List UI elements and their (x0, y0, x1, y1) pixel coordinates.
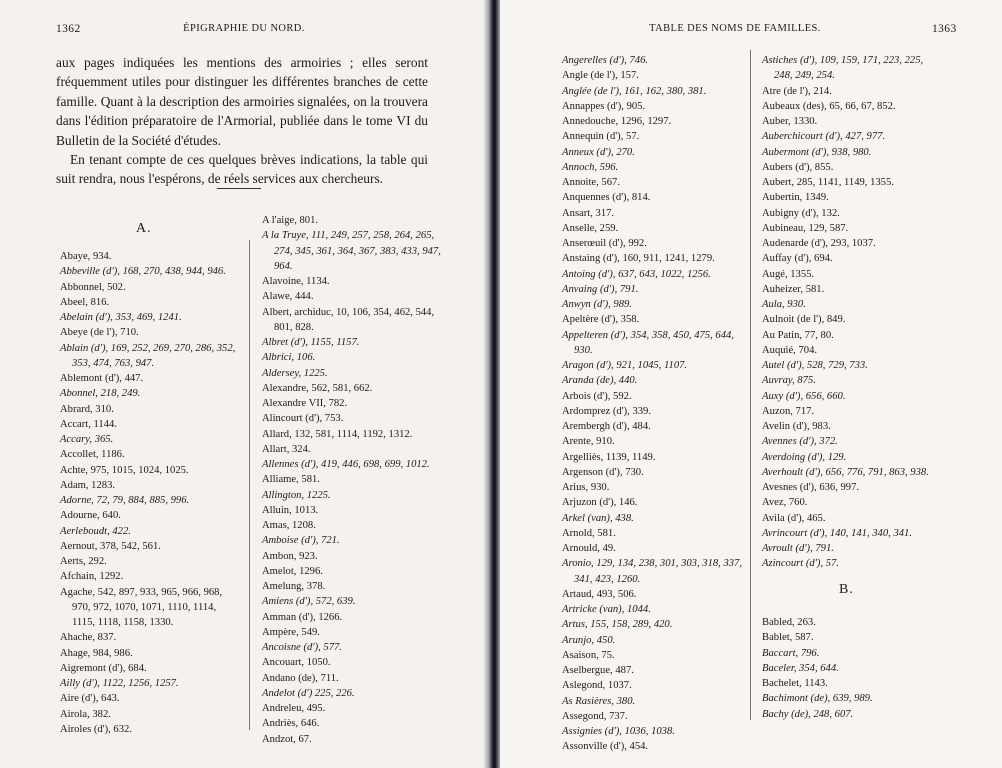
index-entry: Alexandre, 562, 581, 662. (262, 382, 373, 394)
index-entry: Albrici, 106. (262, 352, 316, 364)
index-entry: Avennes (d'), 372. (762, 436, 838, 448)
index-entry: Amas, 1208. (262, 520, 316, 531)
index-entry: Afchain, 1292. (60, 571, 124, 583)
index-entry: Ambon, 923. (262, 550, 318, 562)
left-page-number: 1362 (56, 23, 81, 35)
index-entry: Apeltère (d'), 358. (562, 314, 640, 326)
intro-text (56, 53, 428, 189)
index-entry: Ansart, 317. (562, 207, 615, 219)
index-entry: A l'aige, 801. (262, 215, 319, 226)
index-entry: Aernout, 378, 542, 561. (60, 540, 161, 552)
index-entry: Ancouart, 1050. (262, 657, 331, 669)
index-entry: Artus, 155, 158, 289, 420. (562, 619, 673, 631)
index-entry: Ahache, 837. (60, 632, 117, 644)
index-entry: Amelot, 1296. (262, 565, 323, 577)
index-entry: Amman (d'), 1266. (262, 611, 343, 623)
index-entry: Arkel (van), 438. (562, 512, 634, 524)
index-entry: Achte, 975, 1015, 1024, 1025. (60, 464, 189, 476)
index-entry: Allart, 324. (262, 443, 311, 455)
index-entry: Abbeville (d'), 168, 270, 438, 944, 946. (60, 266, 226, 278)
index-entry: Abonnel, 218, 249. (60, 388, 141, 400)
index-entry: Argenson (d'), 730. (562, 466, 644, 478)
column-divider (750, 50, 751, 720)
right-page-number: 1363 (932, 23, 957, 35)
right-index-column-2 (762, 53, 942, 572)
index-entry: Aslegond, 1037. (562, 680, 632, 692)
index-entry: Annappes (d'), 905. (562, 100, 646, 112)
left-page (0, 0, 488, 768)
index-entry: Andano (de), 711. (262, 672, 339, 684)
index-entry: Antoing (d'), 637, 643, 1022, 1256. (562, 268, 711, 280)
index-entry: Agache, 542, 897, 933, 965, 966, 968, 970, 972, 1070, 1071, 1110, 1114, 1115, 1118, 1158, 1330. (60, 586, 223, 628)
index-entry: Atre (de l'), 214. (762, 85, 832, 97)
index-entry: Alincourt (d'), 753. (262, 413, 344, 425)
index-entry: Astiches (d'), 109, 159, 171, 223, 225, 248, 249, 254. (762, 55, 924, 82)
index-entry: Alluin, 1013. (262, 504, 319, 516)
index-entry: Appelteren (d'), 354, 358, 450, 475, 644, 930. (562, 329, 734, 356)
separator-rule (217, 188, 261, 189)
index-entry: Albret (d'), 1155, 1157. (262, 337, 360, 348)
index-entry: Aigremont (d'), 684. (60, 662, 147, 674)
index-entry: Abeel, 816. (60, 296, 110, 308)
index-entry: Auzon, 717. (762, 405, 815, 417)
index-entry: Arjuzon (d'), 146. (562, 497, 638, 509)
index-entry: Ablemont (d'), 447. (60, 373, 144, 384)
index-entry: Amelung, 378. (262, 581, 326, 592)
index-entry: Baceler, 354, 644. (762, 662, 839, 674)
index-entry: Aubert, 285, 1141, 1149, 1355. (762, 177, 894, 188)
index-entry: Asaison, 75. (562, 649, 615, 661)
index-entry: Audenarde (d'), 293, 1037. (762, 238, 876, 249)
index-entry: Amboise (d'), 721. (262, 535, 340, 547)
index-entry: Andelot (d') 225, 226. (262, 687, 355, 699)
index-entry: Auxy (d'), 656, 660. (762, 390, 846, 402)
index-entry: Aselbergue, 487. (562, 665, 634, 676)
right-running-head: TABLE DES NOMS DE FAMILLES. (649, 23, 821, 34)
index-entry: Anquennes (d'), 814. (562, 192, 651, 204)
index-entry: Aragon (d'), 921, 1045, 1107. (562, 360, 688, 371)
index-entry: Anstaing (d'), 160, 911, 1241, 1279. (562, 253, 715, 265)
index-entry: Auber, 1330. (762, 116, 818, 127)
index-entry: Abelain (d'), 353, 469, 1241. (60, 312, 182, 323)
index-entry: Augé, 1355. (762, 268, 815, 280)
index-entry: Aubers (d'), 855. (762, 161, 834, 173)
intro-paragraph-2: En tenant compte de ces quelques brèves indications, la table qui suit rendra, nous l'espérons, de réels services aux chercheurs. (56, 152, 428, 187)
index-entry: Auquié, 704. (762, 344, 818, 356)
index-entry: Aubermont (d'), 938, 980. (762, 146, 872, 158)
index-entry: Aula, 930. (762, 299, 806, 310)
index-entry: Arembergh (d'), 484. (562, 421, 651, 432)
index-entry: Aldersey, 1225. (262, 367, 328, 379)
index-entry: Argelliès, 1139, 1149. (562, 451, 656, 463)
index-entry: Azincourt (d'), 57. (762, 558, 840, 570)
index-entry: Annoite, 567. (562, 177, 620, 188)
index-entry: Anselle, 259. (562, 222, 619, 234)
index-entry: Abeye (de l'), 710. (60, 327, 139, 339)
index-entry: Anneux (d'), 270. (562, 146, 635, 158)
index-entry: Angerelles (d'), 746. (562, 55, 649, 66)
column-divider (249, 240, 250, 730)
index-entry: Albert, archiduc, 10, 106, 354, 462, 544, 801, 828. (262, 306, 435, 333)
index-entry: Annoch, 596. (562, 161, 619, 173)
index-entry: Anwyn (d'), 989. (562, 299, 632, 310)
index-entry: Airoles (d'), 632. (60, 723, 132, 735)
index-entry: Adourne, 640. (60, 510, 121, 522)
index-entry: Aubineau, 129, 587. (762, 222, 849, 234)
index-entry: Aire (d'), 643. (60, 693, 120, 705)
index-entry: Avroult (d'), 791. (762, 543, 834, 554)
index-entry: Annedouche, 1296, 1297. (562, 116, 672, 127)
index-entry: Aerleboudt, 422. (60, 525, 131, 537)
index-entry: Aubertin, 1349. (762, 192, 829, 204)
right-page (500, 0, 1002, 768)
index-entry: Artricke (van), 1044. (562, 604, 651, 615)
index-entry: Arnold, 581. (562, 527, 616, 539)
index-entry: Avez, 760. (762, 497, 808, 509)
index-entry: Avila (d'), 465. (762, 512, 826, 524)
index-entry: Amiens (d'), 572, 639. (262, 596, 356, 608)
index-entry: Allington, 1225. (262, 489, 331, 501)
index-entry: Avrincourt (d'), 140, 141, 340, 341. (762, 527, 912, 539)
index-entry: Assignies (d'), 1036, 1038. (562, 726, 675, 737)
left-running-head: ÉPIGRAPHIE DU NORD. (183, 23, 305, 34)
index-entry: Arbois (d'), 592. (562, 390, 632, 402)
index-entry: Ancoisne (d'), 577. (262, 642, 342, 653)
index-entry: Ablain (d'), 169, 252, 269, 270, 286, 352, 353, 474, 763, 947. (60, 342, 236, 369)
index-entry: Accollet, 1186. (60, 449, 125, 461)
index-entry: Aranda (de), 440. (562, 375, 638, 387)
index-entry: Ardomprez (d'), 339. (562, 405, 651, 417)
index-entry: Babled, 263. (762, 617, 816, 628)
index-entry: Alavoine, 1134. (262, 276, 330, 287)
right-index-column-2-b (762, 615, 942, 722)
index-entry: Anglée (de l'), 161, 162, 380, 381. (562, 85, 707, 97)
index-entry: Allennes (d'), 419, 446, 698, 699, 1012. (262, 459, 430, 470)
index-entry: Arunjo, 450. (562, 634, 616, 646)
index-entry: Arnould, 49. (562, 543, 616, 554)
index-entry: Baccart, 796. (762, 647, 820, 659)
index-entry: Aronio, 129, 134, 238, 301, 303, 318, 337, 341, 423, 1260. (562, 558, 742, 585)
index-entry: Anvaing (d'), 791. (562, 283, 639, 295)
index-entry: Assegond, 737. (562, 710, 628, 722)
index-entry: Averhoult (d'), 656, 776, 791, 863, 938. (762, 466, 929, 478)
index-entry: Angle (de l'), 157. (562, 70, 639, 82)
index-entry: Avelin (d'), 983. (762, 421, 831, 432)
index-entry: Adam, 1283. (60, 479, 116, 491)
index-entry: Abrard, 310. (60, 403, 114, 415)
index-entry: Bachimont (de), 639, 989. (762, 693, 873, 705)
index-entry: Andreleu, 495. (262, 703, 326, 714)
index-entry: Aubeaux (des), 65, 66, 67, 852. (762, 100, 896, 112)
index-entry: Bachy (de), 248, 607. (762, 708, 854, 720)
index-entry: Artaud, 493, 506. (562, 588, 637, 600)
index-entry: Auheizer, 581. (762, 283, 825, 295)
index-entry: Alexandre VII, 782. (262, 398, 348, 409)
section-letter-a: A. (136, 221, 152, 236)
index-entry: Avesnes (d'), 636, 997. (762, 482, 860, 493)
index-entry: Auffay (d'), 694. (762, 253, 833, 265)
right-index-column-1 (562, 53, 747, 755)
left-index-column-2 (262, 213, 442, 747)
index-entry: Aulnoit (de l'), 849. (762, 314, 846, 326)
index-entry: Accart, 1144. (60, 418, 117, 430)
index-entry: Ailly (d'), 1122, 1256, 1257. (60, 678, 179, 689)
left-index-column-1 (60, 249, 240, 737)
index-entry: Assonville (d'), 454. (562, 741, 649, 753)
index-entry: Ahage, 984, 986. (60, 647, 133, 659)
index-entry: Arius, 930. (562, 482, 610, 493)
index-entry: Alliame, 581. (262, 474, 320, 486)
index-entry: Aubigny (d'), 132. (762, 207, 840, 219)
index-entry: Airola, 382. (60, 708, 111, 720)
index-entry: Arente, 910. (562, 436, 615, 448)
index-entry: As Rasières, 380. (562, 695, 636, 707)
index-entry: Au Patin, 77, 80. (762, 329, 834, 341)
index-entry: A la Truye, 111, 249, 257, 258, 264, 265, 274, 345, 361, 364, 367, 383, 433, 947, 964. (262, 230, 441, 272)
index-entry: Anserœuil (d'), 992. (562, 238, 647, 249)
index-entry: Accary, 365. (60, 434, 114, 445)
index-entry: Averdoing (d'), 129. (762, 451, 847, 463)
index-entry: Alawe, 444. (262, 291, 314, 303)
index-entry: Annequin (d'), 57. (562, 131, 640, 143)
index-entry: Autel (d'), 528, 729, 733. (762, 360, 868, 371)
index-entry: Bablet, 587. (762, 632, 814, 644)
index-entry: Andzot, 67. (262, 733, 312, 745)
index-entry: Aerts, 292. (60, 556, 107, 567)
index-entry: Ampère, 549. (262, 626, 320, 638)
index-entry: Abbonnel, 502. (60, 281, 126, 293)
intro-paragraph-1: aux pages indiquées les mentions des armoiries ; elles seront fréquemment utiles pour distinguer les différentes branches de cette famille. Quant à la description des armoiries signalées, on la trouvera dans l'édition préparatoire de l'Armorial, publiée dans le tome VI du Bulletin de la Société d'études. (56, 55, 428, 148)
section-letter-b: B. (839, 582, 854, 597)
index-entry: Allard, 132, 581, 1114, 1192, 1312. (262, 428, 413, 440)
index-entry: Auberchicourt (d'), 427, 977. (762, 131, 886, 143)
index-entry: Adorne, 72, 79, 884, 885, 996. (60, 495, 190, 506)
index-entry: Bachelet, 1143. (762, 678, 828, 689)
index-entry: Abaye, 934. (60, 251, 112, 262)
index-entry: Auvray, 875. (762, 375, 816, 387)
index-entry: Andriès, 646. (262, 718, 320, 730)
